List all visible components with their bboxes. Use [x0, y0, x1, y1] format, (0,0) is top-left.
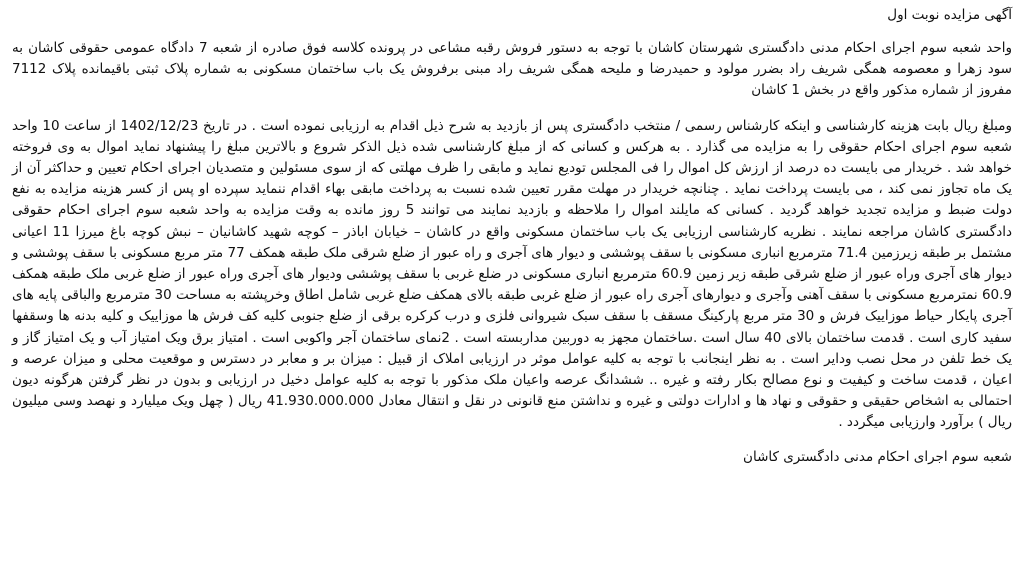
notice-paragraph-terms: ومبلغ ریال بابت هزینه کارشناسی و اینکه کارشناس رسمی / منتخب دادگستری پس از بازدید به شرح ذیل اقدام به ارزیابی نموده است . در تاریخ 1402/12/23 از ساعت 10 واحد شعبه سوم اجرای احکام حقوقی را به مزایده می گذارد . به هرکس و کسانی که از مبلغ کارشناسی شده ذیل الذکر شروع و بالاترین مبلغ را پیشنهاد نماید اموال به وی فروخته خواهد شد . خریدار می بایست ده درصد از ارزش کل اموال را فی المجلس تودیع نماید و مابقی را ظرف مهلتی که از سوی مسئولین و متصدیان اجرای احکام تعیین و حداکثر آن از یک ماه تجاوز نمی کند ، می بایست پرداخت نماید . چنانچه خریدار در مهلت مقرر تعیین شده نسبت به پرداخت مابقی بهاء اقدام ننماید سپرده او پس از کسر هزینه مزایده به نفع دولت ضبط و مزایده تجدید خواهد گردید . کسانی که مایلند اموال را ملاحظه و بازدید نمایند می توانند 5 روز مانده به وقت مزایده به واحد شعبه سوم اجرای احکام حقوقی دادگستری کاشان مراجعه نمایند . نظریه کارشناسی ارزیابی یک باب ساختمان مسکونی واقع در کاشان – خیابان اباذر – کوچه شهید کاشانیان – نبش کوچه باغ میرزا 11 اعیانی مشتمل بر طبقه زیرزمین 71.4 مترمربع انباری مسکونی با سقف پوششی و دیوار های آجری و راه عبور از ضلع شرقی ملک طبقه همکف 77 متر مربع مسکونی با سقف پوششی و دیوار های آجری وراه عبور از ضلع شرقی طبقه زیر زمین 60.9 مترمربع انباری مسکونی در ضلع غربی با سقف پوششی ودیوار های آجری وراه عبور از ضلع غربی ملک طبقه همکف 60.9 نمترمربع مسکونی با سقف آهنی وآجری و دیوارهای آجری راه عبور از ضلع غربی طبقه بالای همکف ضلع غربی شامل اطاق وخرپشته به مساحت 30 مترمربع والباقی پایه های آجری پایکار حیاط موزاییک فرش و 30 متر مربع پارکینگ مسقف با سقف سبک شیروانی فلزی و درب کرکره برقی از ضلع جنوبی کلیه کف فرش ها موزاییک و کلیه بدنه ها وسقفها سفید کاری است . قدمت ساختمان بالای 40 سال است .ساختمان مجهز به دوربین مداربسته است . 2نمای ساختمان آجر واکوبی است . امتیاز برق ویک امتیاز آب و یک امتیاز گاز و یک خط تلفن در محل نصب ودایر است . به نظر اینجانب با توجه به کلیه عوامل موثر در ارزیابی املاک از قبیل : میزان بر و معابر در دسترس و موقعیت محلی و میزان عرصه و اعیان ، قدمت ساخت و کیفیت و نوع مصالح بکار رفته و غیره .. ششدانگ عرصه واعیان ملک مذکور با توجه به کلیه عوامل دخیل در ارزیابی و بدون در نظر گرفتن هرگونه دیون احتمالی به اشخاص حقیقی و حقوقی و نهاد ها و ادارات دولتی و غیره و نداشتن منع قانونی در نقل و انتقال معادل 41.930.000.000 ریال ( چهل ویک میلیارد و نهصد وسی میلیون ریال ) برآورد وارزیابی میگردد .	[12, 117, 1013, 431]
notice-title: آگهی مزایده نوبت اول	[887, 7, 1012, 23]
notice-signature: شعبه سوم اجرای احکام مدنی دادگستری کاشان	[743, 448, 1012, 465]
notice-paragraph-intro: واحد شعبه سوم اجرای احکام مدنی دادگستری شهرستان کاشان با توجه به دستور فروش رقبه مشاعی در پرونده کلاسه فوق صادره از شعبه 7 دادگاه عمومی حقوقی کاشان به سود زهرا و معصومه همگی شریف راد بضرر مولود و حمیدرضا و ملیحه همگی شریف راد مبنی برفروش یک باب ساختمان مسکونی به شماره پلاک ثبتی باقیمانده پلاک 7112 مفروز از شماره مذکور واقع در بخش 1 کاشان	[12, 40, 1012, 99]
